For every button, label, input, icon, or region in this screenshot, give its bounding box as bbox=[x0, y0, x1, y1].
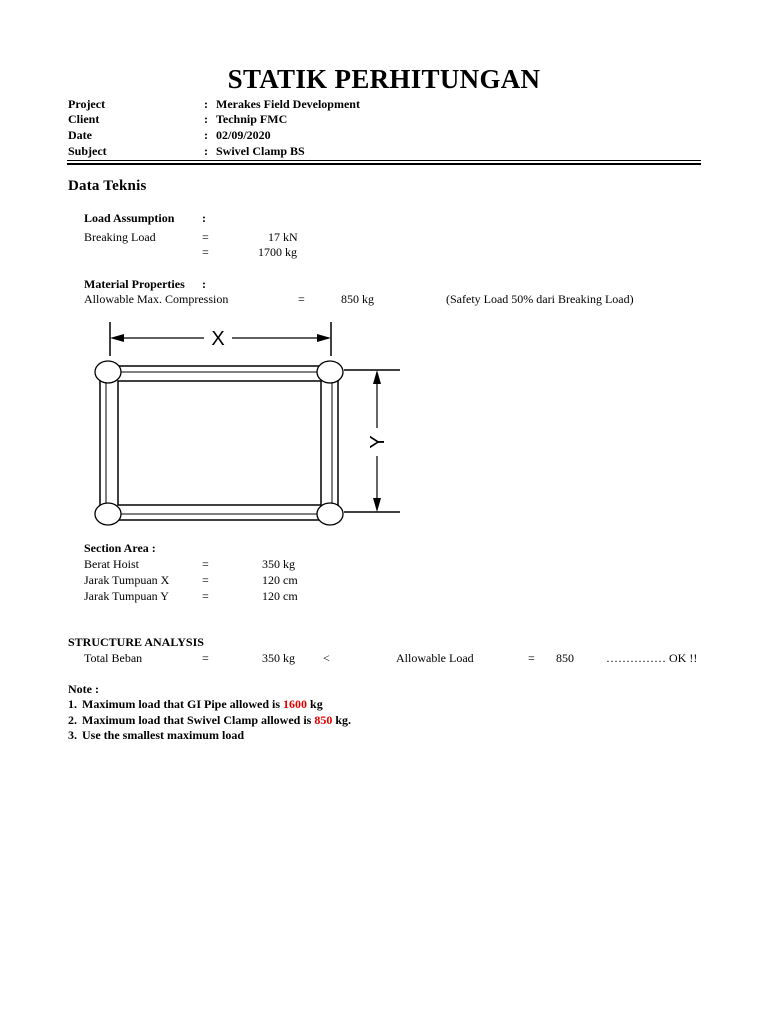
data-teknis-heading: Data Teknis bbox=[68, 178, 147, 194]
load-assumption-label: Load Assumption bbox=[84, 211, 175, 225]
equals: = bbox=[202, 651, 209, 665]
note-item bbox=[68, 713, 351, 728]
equals: = bbox=[202, 573, 209, 587]
client-value: Technip FMC bbox=[216, 112, 288, 126]
equals: = bbox=[298, 292, 305, 306]
swivel-clamp-bottom-left bbox=[95, 503, 121, 525]
breaking-load-label: Breaking Load bbox=[84, 230, 156, 244]
colon: : bbox=[202, 211, 206, 225]
structure-analysis-heading: STRUCTURE ANALYSIS bbox=[68, 635, 204, 649]
colon: : bbox=[204, 144, 208, 158]
note-highlight: 850 bbox=[314, 713, 333, 727]
colon: : bbox=[204, 128, 208, 142]
note-unit: kg bbox=[310, 697, 323, 711]
date-label: Date bbox=[68, 128, 92, 142]
breaking-load-kg: 1700 kg bbox=[258, 245, 297, 259]
section-area-label: Section Area : bbox=[84, 541, 156, 555]
colon: : bbox=[204, 97, 208, 111]
page-title: STATIK PERHITUNGAN bbox=[227, 64, 541, 94]
y-label: Y bbox=[367, 435, 389, 449]
swivel-clamp-bottom-right bbox=[317, 503, 343, 525]
note-number: 2. bbox=[68, 713, 77, 727]
project-value: Merakes Field Development bbox=[216, 97, 360, 111]
breaking-load-kn: 17 kN bbox=[268, 230, 298, 244]
x-arrow-right bbox=[317, 334, 331, 342]
less-than: < bbox=[323, 651, 330, 665]
swivel-clamp-top-left bbox=[95, 361, 121, 383]
note-number: 1. bbox=[68, 697, 77, 711]
total-beban-value: 350 kg bbox=[262, 651, 295, 665]
jarak-x-label: Jarak Tumpuan X bbox=[84, 573, 170, 587]
allowable-load-value: 850 bbox=[556, 651, 574, 665]
x-arrow-left bbox=[110, 334, 124, 342]
equals: = bbox=[202, 589, 209, 603]
equals: = bbox=[202, 557, 209, 571]
note-text: Use the smallest maximum load bbox=[82, 728, 244, 742]
x-label: X bbox=[211, 328, 225, 350]
allowable-load-label: Allowable Load bbox=[396, 651, 474, 665]
subject-value: Swivel Clamp BS bbox=[216, 144, 305, 158]
equals: = bbox=[202, 230, 209, 244]
client-label: Client bbox=[68, 112, 100, 126]
note-heading: Note : bbox=[68, 682, 99, 696]
material-properties-label: Material Properties bbox=[84, 277, 185, 291]
jarak-x-value: 120 cm bbox=[262, 573, 298, 587]
note-item bbox=[68, 697, 323, 712]
berat-hoist-label: Berat Hoist bbox=[84, 557, 139, 571]
jarak-y-value: 120 cm bbox=[262, 589, 298, 603]
note-text: Maximum load that GI Pipe allowed is bbox=[82, 697, 281, 711]
date-value: 02/09/2020 bbox=[216, 128, 271, 142]
equals: = bbox=[528, 651, 535, 665]
note-unit: kg. bbox=[335, 713, 352, 727]
subject-label: Subject bbox=[68, 144, 107, 158]
allowable-compression-label: Allowable Max. Compression bbox=[84, 292, 229, 306]
project-label: Project bbox=[68, 97, 106, 111]
colon: : bbox=[202, 277, 206, 291]
equals: = bbox=[202, 245, 209, 259]
y-arrow-top bbox=[373, 370, 381, 384]
pipe-frame bbox=[100, 366, 338, 520]
total-beban-label: Total Beban bbox=[84, 651, 143, 665]
note-text: Maximum load that Swivel Clamp allowed is bbox=[82, 713, 312, 727]
ok-result: …………… OK !! bbox=[606, 651, 698, 665]
note-highlight: 1600 bbox=[283, 697, 308, 711]
berat-hoist-value: 350 kg bbox=[262, 557, 295, 571]
note-item bbox=[68, 728, 244, 743]
colon: : bbox=[204, 112, 208, 126]
note-number: 3. bbox=[68, 728, 77, 742]
allowable-compression-value: 850 kg bbox=[341, 292, 374, 306]
swivel-clamp-top-right bbox=[317, 361, 343, 383]
jarak-y-label: Jarak Tumpuan Y bbox=[84, 589, 169, 603]
safety-load-note: (Safety Load 50% dari Breaking Load) bbox=[446, 292, 634, 306]
y-arrow-bottom bbox=[373, 498, 381, 512]
